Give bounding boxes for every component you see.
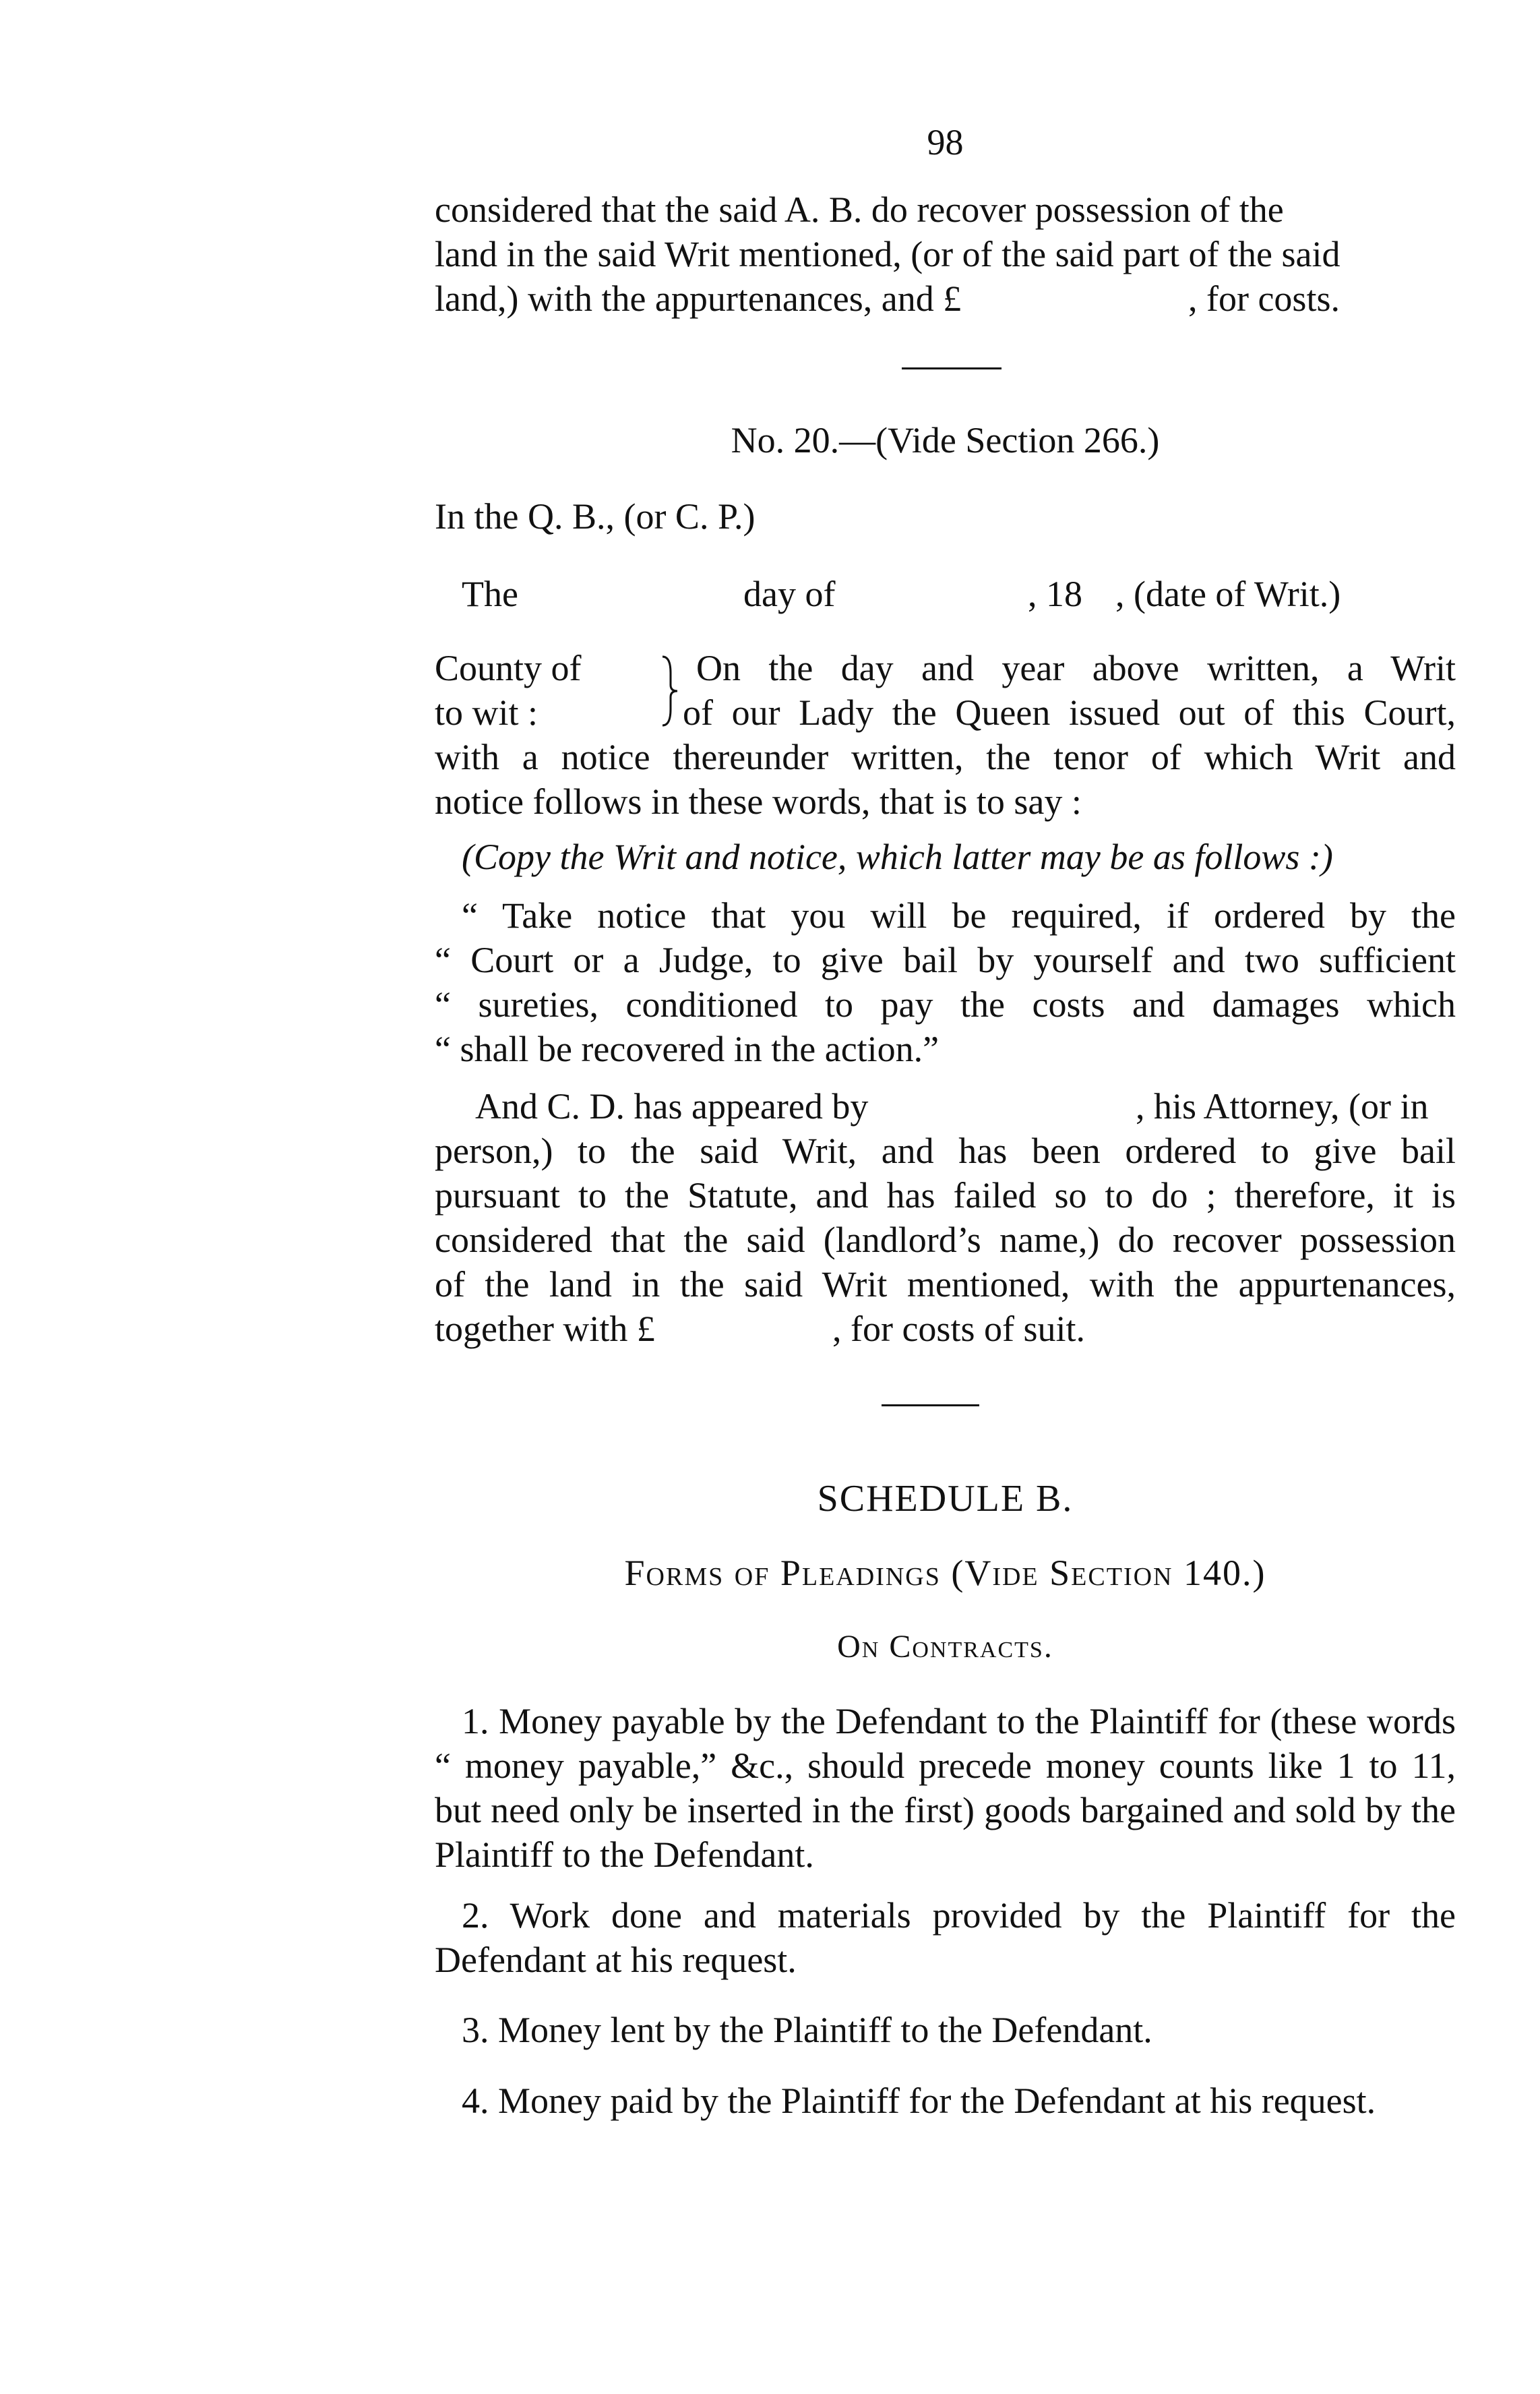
venue-line: of our Lady the Queen issued out of this Court, [683, 692, 1456, 733]
date-note: , (date of Writ.) [1115, 574, 1341, 614]
venue-block [435, 646, 1456, 735]
copy-instruction: (Copy the Writ and notice, which latter may be as follows :) [462, 837, 1333, 877]
appearance-line: person,) to the said Writ, and has been ordered to give bail [435, 1131, 1456, 1171]
notice-line: “ shall be recovered in the action.” [435, 1029, 940, 1069]
date-day-of: day of [743, 574, 836, 614]
costs-phrase-end: , for costs. [1188, 278, 1340, 319]
notice-line: “ Court or a Judge, to give bail by yourself and two sufficient [435, 940, 1456, 980]
pleading-item: 2. Work done and materials provided by the Plaintiff for the Defendant at his request. [435, 1895, 1456, 1980]
pleading-item: 3. Money lent by the Plaintiff to the Defendant. [462, 2010, 1152, 2050]
to-wit-label: to wit : [435, 692, 538, 733]
pleading-item: 1. Money payable by the Defendant to the Plaintiff for (these words “ money payable,” &c., should precede money counts like 1 to 11, but need only be inserted in the first) goods bargained and sold by the Plaintiff to the Defendant. [435, 1701, 1456, 1875]
date-year: , 18 [1028, 574, 1082, 614]
appearance-paragraph [435, 1084, 1456, 1351]
appearance-start: And C. D. has appeared by [475, 1086, 869, 1127]
notice-line: “ Take notice that you will be required, if ordered by the [462, 895, 1456, 936]
brace-icon [657, 654, 681, 728]
top-paragraph-line [435, 276, 1456, 321]
top-paragraph [435, 187, 1456, 321]
section-divider [902, 367, 1002, 369]
appearance-line: of the land in the said Writ mentioned, with the appurtenances, [435, 1264, 1456, 1305]
schedule-subtitle: Forms of Pleadings (Vide Section 140.) [624, 1553, 1266, 1593]
top-paragraph-line: considered that the said A. B. do recover possession of the [435, 189, 1284, 230]
section-divider [882, 1404, 979, 1406]
appearance-line: pursuant to the Statute, and has failed so to do ; therefore, it is [435, 1175, 1456, 1216]
notice-quote [435, 893, 1456, 1071]
pleading-item: 4. Money paid by the Plaintiff for the Defendant at his request. [462, 2081, 1376, 2121]
appearance-line [435, 1084, 1456, 1129]
form-heading: No. 20.—(Vide Section 266.) [731, 420, 1160, 460]
appearance-line [435, 1307, 1456, 1351]
writ-line: with a notice thereunder written, the tenor of which Writ and [435, 737, 1456, 777]
court-line: In the Q. B., (or C. P.) [435, 496, 756, 537]
section-heading: On Contracts. [837, 1629, 1053, 1665]
appearance-line: considered that the said (landlord’s name,) do recover possession [435, 1220, 1456, 1260]
attorney-phrase: , his Attorney, (or in [1136, 1086, 1429, 1127]
costs-of-suit-end: , for costs of suit. [832, 1309, 1085, 1349]
notice-line: “ sureties, conditioned to pay the costs and damages which [435, 984, 1456, 1025]
writ-line: notice follows in these words, that is to say : [435, 781, 1082, 822]
date-the: The [462, 574, 518, 614]
schedule-title: SCHEDULE B. [817, 1478, 1074, 1520]
venue-line: On the day and year above written, a Writ [696, 648, 1456, 688]
page-number: 98 [927, 122, 964, 162]
top-paragraph-line: land in the said Writ mentioned, (or of the said part of the said [435, 234, 1341, 274]
county-label: County of [435, 648, 582, 688]
costs-phrase-start: land,) with the appurtenances, and £ [435, 278, 962, 319]
date-line [435, 572, 1456, 616]
costs-of-suit-start: together with £ [435, 1309, 655, 1349]
writ-paragraph [435, 735, 1456, 824]
